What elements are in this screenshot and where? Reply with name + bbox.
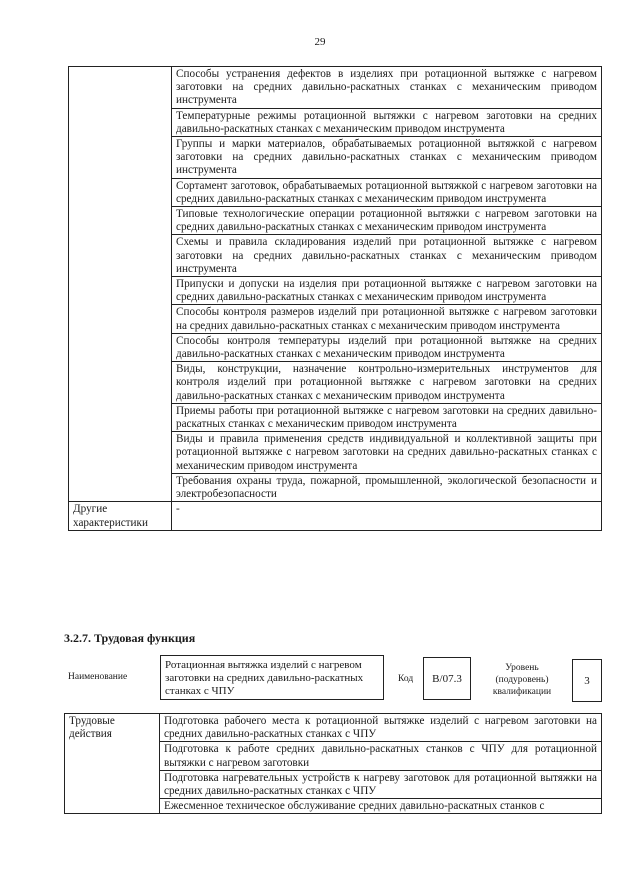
requirement-item: Приемы работы при ротационной вытяжке с нагревом заготовки на средних давильно-раскатных станках с механическим приводом инструмента — [172, 403, 602, 431]
requirement-item: Схемы и правила складирования изделий при ротационной вытяжке с нагревом заготовки на средних давильно-раскатных станках с механическим приводом инструмента — [172, 235, 602, 277]
requirement-item: Сортамент заготовок, обрабатываемых ротационной вытяжкой с нагревом заготовки на средних давильно-раскатных станках с механическим приводом инструмента — [172, 178, 602, 206]
function-name: Ротационная вытяжка изделий с нагревом заготовки на средних давильно-раскатных станках с ЧПУ — [160, 655, 384, 700]
requirement-item: Типовые технологические операции ротационной вытяжки с нагревом заготовки на средних давильно-раскатных станках с механическим приводом инструмента — [172, 207, 602, 235]
requirement-item: Способы контроля размеров изделий при ротационной вытяжке с нагревом заготовки на средних давильно-раскатных станках с механическим приводом инструмента — [172, 305, 602, 333]
empty-label-cell — [69, 67, 172, 502]
other-characteristics-row — [69, 502, 602, 530]
qualification-level: 3 — [572, 659, 602, 702]
labor-action-item: Подготовка к работе средних давильно-раскатных станков с ЧПУ для ротационной вытяжки с нагревом заготовки — [160, 742, 602, 770]
function-code: B/07.3 — [423, 657, 471, 700]
requirement-item: Температурные режимы ротационной вытяжки с нагревом заготовки на средних давильно-раскатных станках с механическим приводом инструмента — [172, 108, 602, 136]
labor-actions-table — [64, 713, 602, 814]
labor-action-item: Ежесменное техническое обслуживание средних давильно-раскатных станков с — [160, 799, 602, 814]
table-row — [69, 67, 602, 109]
labor-actions-label: Трудовые действия — [65, 714, 160, 814]
table-row — [65, 714, 602, 742]
labor-action-item: Подготовка нагревательных устройств к нагреву заготовок для ротационной вытяжки на средних давильно-раскатных станках с ЧПУ — [160, 770, 602, 798]
function-code-label: Код — [398, 674, 414, 684]
labor-action-item: Подготовка рабочего места к ротационной вытяжке изделий с нагревом заготовки на средних давильно-раскатных станках с ЧПУ — [160, 714, 602, 742]
requirement-item: Виды и правила применения средств индивидуальной и коллективной защиты при ротационной вытяжке с нагревом заготовки на средних давильно-раскатных станках с механическим приводом инструмента — [172, 432, 602, 474]
requirement-item: Способы устранения дефектов в изделиях при ротационной вытяжке с нагревом заготовки на средних давильно-раскатных станках с механическим приводом инструмента — [172, 67, 602, 109]
requirement-item: Группы и марки материалов, обрабатываемых ротационной вытяжкой с нагревом заготовки на средних давильно-раскатных станках с механическим приводом инструмента — [172, 137, 602, 179]
requirement-item: Виды, конструкции, назначение контрольно-измерительных инструментов для контроля изделий при ротационной вытяжке с нагревом заготовки на средних давильно-раскатных станках с механическим приводом инструмента — [172, 362, 602, 404]
knowledge-requirements-table — [68, 66, 602, 531]
page-number: 29 — [314, 36, 326, 48]
requirement-item: Способы контроля температуры изделий при ротационной вытяжке на средних давильно-раскатных станках с механическим приводом инструмента — [172, 333, 602, 361]
requirement-item: Припуски и допуски на изделия при ротационной вытяжке с нагревом заготовки на средних давильно-раскатных станках с механическим приводом инструмента — [172, 277, 602, 305]
qualification-level-label: Уровень (подуровень) квалификации — [492, 663, 552, 697]
other-characteristics-label: Другие характеристики — [69, 502, 172, 530]
function-name-label: Наименование — [68, 672, 128, 682]
requirement-item: Требования охраны труда, пожарной, промышленной, экологической безопасности и электробезопасности — [172, 473, 602, 501]
section-heading: 3.2.7. Трудовая функция — [64, 631, 196, 645]
other-characteristics-value: - — [172, 502, 602, 530]
